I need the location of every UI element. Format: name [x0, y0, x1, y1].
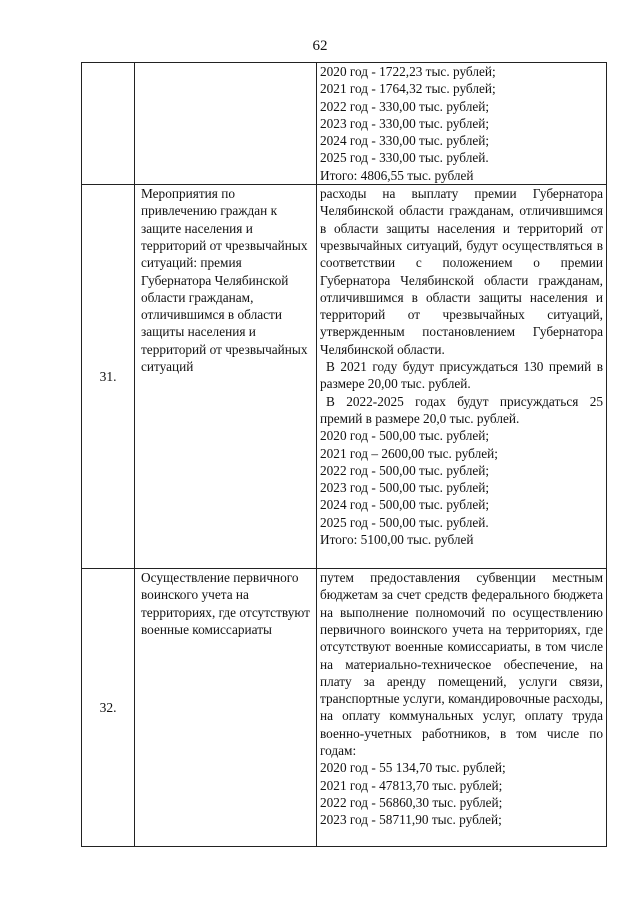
measure-description: путем предоставления субвенции местным бюджетам за счет средств федерального бюджета на выполнение полномочий по осуществлению первичного воинского учета на территориях, где отсутствуют военные комиссариаты, в том числе на материально-техническое обеспечение, на плату за аренду помещений, услуги связи, транспортные услуги, командировочные расходы, на оплату коммунальных услуг, оплату труда военно-учетных работников, в том числе по годам: — [320, 570, 603, 759]
amount-line: 2020 год - 55 134,70 тыс. рублей; — [320, 760, 506, 776]
note-2022-2025: В 2022-2025 годах будут присуждаться 25 премий в размере 20,0 тыс. рублей. — [320, 393, 603, 426]
note-2021: В 2021 году будут присуждаться 130 премий в размере 20,00 тыс. рублей. — [320, 359, 603, 392]
table-row — [82, 185, 607, 569]
amount-line: 2023 год - 58711,90 тыс. рублей; — [320, 812, 502, 828]
measure-details — [317, 63, 607, 185]
amount-line: 2025 год - 500,00 тыс. рублей. — [320, 514, 489, 530]
table-row — [82, 63, 607, 185]
amount-line: 2022 год - 500,00 тыс. рублей; — [320, 462, 490, 478]
amount-line: 2023 год - 330,00 тыс. рублей; — [320, 115, 490, 131]
amount-line: 2020 год - 1722,23 тыс. рублей; — [320, 64, 496, 79]
amount-line: 2022 год - 56860,30 тыс. рублей; — [320, 794, 503, 810]
amount-line: 2025 год - 330,00 тыс. рублей. — [320, 150, 489, 166]
amount-line: 2021 год - 47813,70 тыс. рублей; — [320, 777, 503, 793]
measure-name: Осуществление первичного воинского учета на территориях, где отсутствуют военные комиссариаты — [135, 569, 317, 847]
page-number: 62 — [312, 38, 328, 54]
amount-line: 2021 год - 1764,32 тыс. рублей; — [320, 81, 496, 97]
amount-line: 2022 год - 330,00 тыс. рублей; — [320, 98, 490, 114]
amount-line: 2024 год - 500,00 тыс. рублей; — [320, 497, 490, 513]
measure-name — [135, 63, 317, 185]
measure-details — [317, 185, 607, 569]
amount-line: 2023 год - 500,00 тыс. рублей; — [320, 480, 490, 496]
amount-line: 2024 год - 330,00 тыс. рублей; — [320, 133, 490, 149]
amount-line: 2020 год - 500,00 тыс. рублей; — [320, 428, 490, 444]
row-number: 32. — [82, 569, 135, 847]
amount-line: 2021 год – 2600,00 тыс. рублей; — [320, 445, 498, 461]
measure-name: Мероприятия по привлечению граждан к защите населения и территорий от чрезвычайных ситуаций: премия Губернатора Челябинской области гражданам, отличившимся в области защиты населения и территорий от чрезвычайных ситуаций — [135, 185, 317, 569]
row-number — [82, 63, 135, 185]
total-line: Итого: 5100,00 тыс. рублей — [320, 532, 474, 548]
measures-table — [81, 62, 607, 847]
total-line: Итого: 4806,55 тыс. рублей — [320, 167, 474, 183]
measure-description: расходы на выплату премии Губернатора Челябинской области гражданам, отличившимся в области защиты населения и территорий от чрезвычайных ситуаций, будут осуществляться в соответствии с положением о премии Губернатора Челябинской области гражданам, отличившимся в области защиты населения и территорий от чрезвычайных ситуаций, утвержденным постановлением Губернатора Челябинской области. — [320, 186, 603, 357]
measure-details — [317, 569, 607, 847]
table-row — [82, 569, 607, 847]
row-number: 31. — [82, 185, 135, 569]
